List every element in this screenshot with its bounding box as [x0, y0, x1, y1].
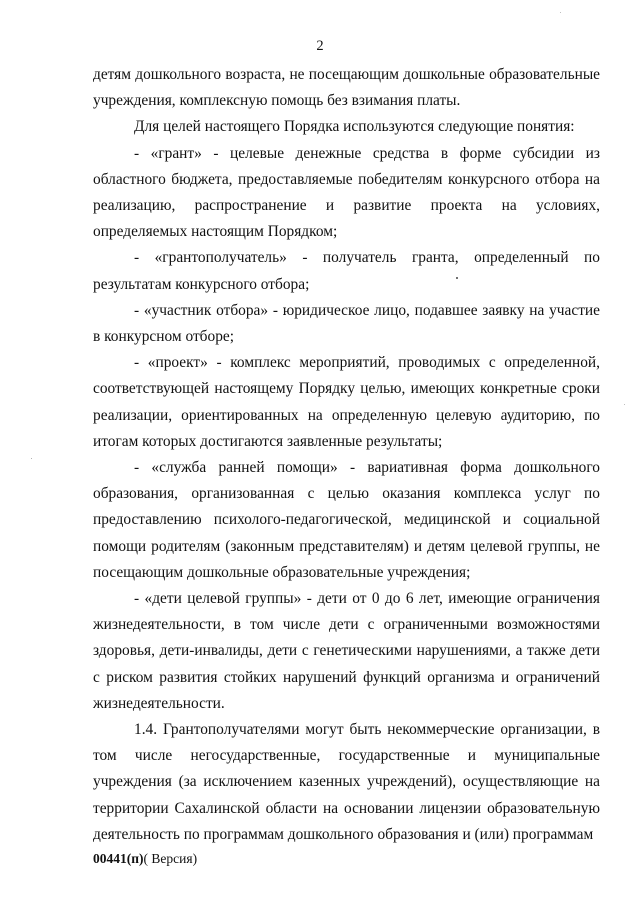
document-version: ( Версия) — [143, 851, 198, 866]
paragraph-definition-grantee: - «грантополучатель» - получатель гранта, определенный по результатам конкурсного отбора; — [93, 249, 600, 293]
scan-speck — [31, 458, 32, 459]
paragraph-continuation: детям дошкольного возраста, не посещающим дошкольные образовательные учреждения, комплексную помощь без взимания платы. — [93, 66, 600, 110]
scan-speck — [456, 277, 458, 279]
document-code: 00441(п) — [93, 851, 144, 866]
page-number: 2 — [316, 38, 324, 54]
paragraph-definition-grant: - «грант» - целевые денежные средства в форме субсидии из областного бюджета, предоставляемые победителям конкурсного отбора на реализацию, распространение и развитие проекта на условиях, определяемых настоящим Порядком; — [93, 144, 600, 241]
scan-speck — [624, 404, 625, 405]
paragraph-definition-early-help-service: - «служба ранней помощи» - вариативная форма дошкольного образования, организованная с целью оказания комплекса услуг по предоставлению психолого-педагогической, медицинской и социальной помощи родителям (законным представителям) и детям целевой группы, не посещающим дошкольные образовательные учреждения; — [93, 459, 600, 581]
scan-speck — [560, 12, 561, 13]
document-footer — [93, 851, 197, 867]
paragraph-definition-project: - «проект» - комплекс мероприятий, проводимых с определенной, соответствующей настоящему Порядку целью, имеющих конкретные сроки реализации, ориентированных на определенную целевую аудиторию, по итогам которых достигаются заявленные результаты; — [93, 354, 600, 450]
paragraph-definition-participant: - «участник отбора» - юридическое лицо, подавшее заявку на участие в конкурсном отборе; — [93, 301, 600, 346]
paragraph-definitions-intro: Для целей настоящего Порядка используются следующие понятия: — [134, 118, 575, 136]
paragraph-section-1-4: 1.4. Грантополучателями могут быть некоммерческие организации, в том числе негосударственные, государственные и муниципальные учреждения (за исключением казенных учреждений), осуществляющие на территории Сахалинской области на основании лицензии образовательную деятельность по программам дошкольного образования и (или) программам — [93, 721, 600, 843]
document-body — [93, 62, 600, 848]
paragraph-definition-target-children: - «дети целевой группы» - дети от 0 до 6 лет, имеющие ограничения жизнедеятельности, в том числе дети с ограниченными возможностями здоровья, дети-инвалиды, дети с генетическими нарушениями, а также дети с риском развития стойких нарушений функций организма и ограничений жизнедеятельности. — [93, 590, 600, 712]
